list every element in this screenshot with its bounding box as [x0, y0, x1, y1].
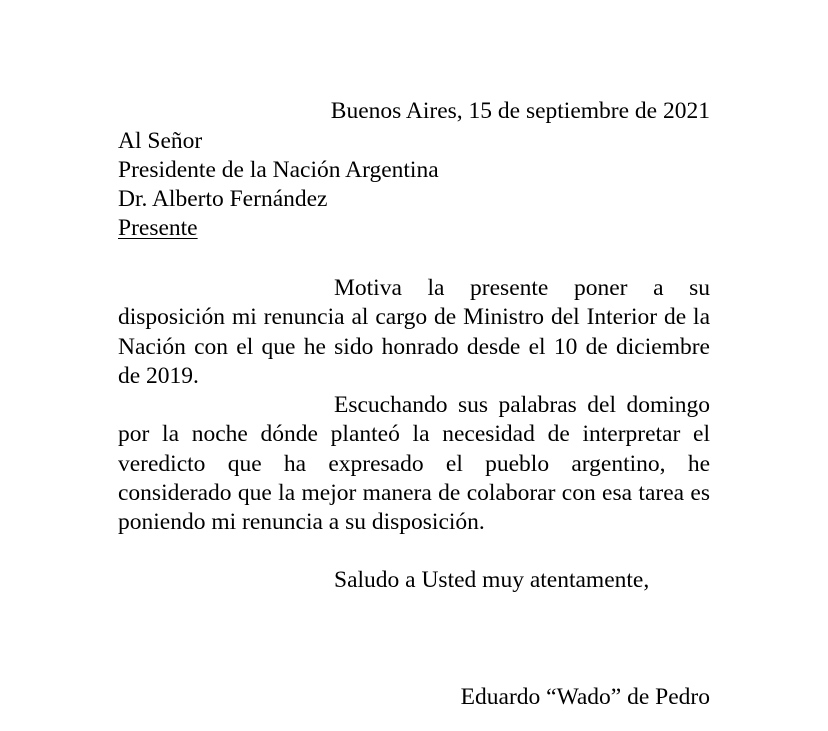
recipient-name: Dr. Alberto Fernández: [118, 186, 328, 212]
presente-label: Presente: [118, 215, 198, 241]
body-paragraph-1: Motiva la presente poner a su disposición mi renuncia al cargo de Ministro del Interior de la Nación con el que he sido honrado desde el 10 de diciembre de 2019.: [118, 275, 710, 389]
recipient-title: Presidente de la Nación Argentina: [118, 157, 439, 183]
body-paragraph-2: Escuchando sus palabras del domingo por la noche dónde planteó la necesidad de interpretar el veredicto que ha expresado el pueblo argentino, he considerado que la mejor manera de colaborar con esa tarea es poniendo mi renuncia a su disposición.: [118, 392, 710, 536]
date-line: Buenos Aires, 15 de septiembre de 2021: [330, 98, 710, 124]
letter-page: [118, 0, 710, 731]
signature-name: Eduardo “Wado” de Pedro: [460, 684, 710, 710]
closing-line: Saludo a Usted muy atentamente,: [334, 567, 650, 593]
recipient-salutation: Al Señor: [118, 128, 203, 154]
